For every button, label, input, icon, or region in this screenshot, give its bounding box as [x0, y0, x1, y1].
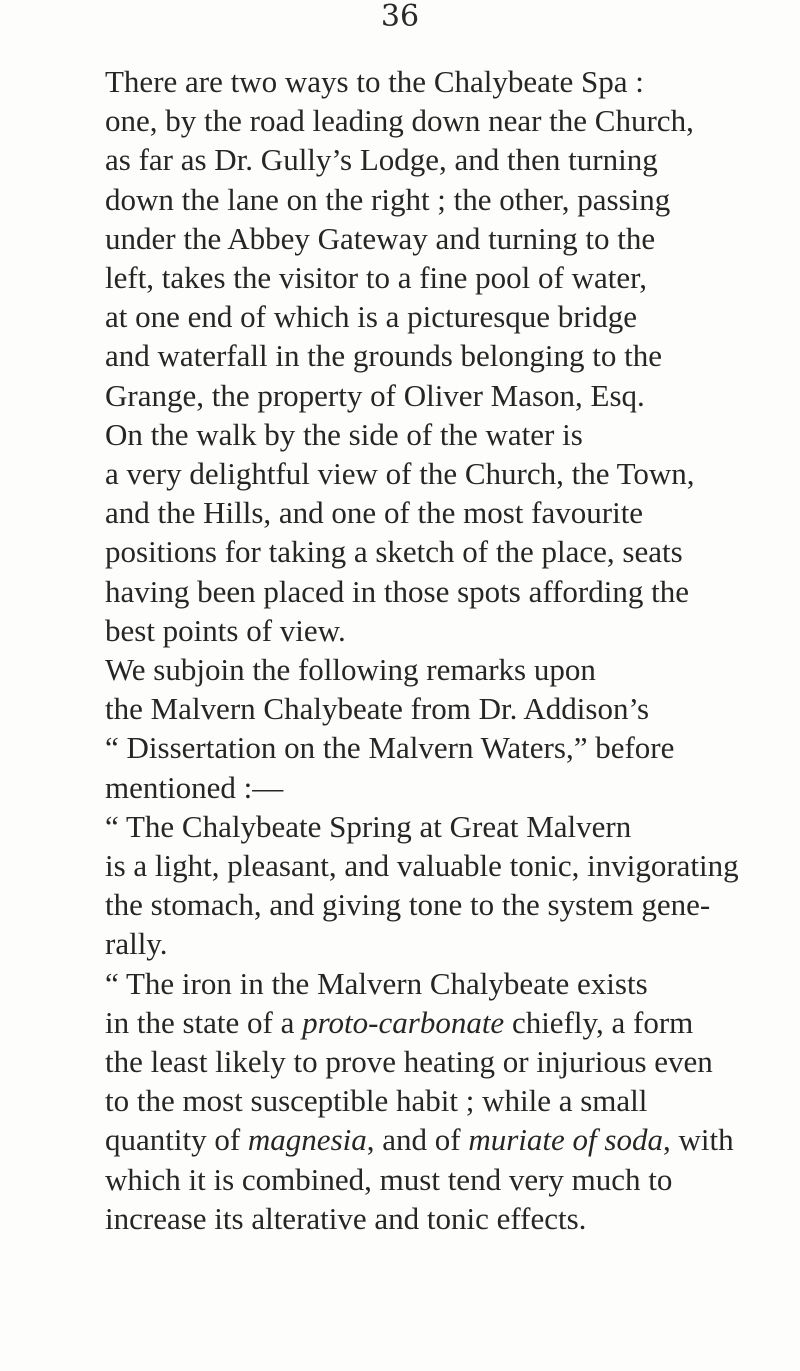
- text-line: the Malvern Chalybeate from Dr. Addison’s: [105, 691, 650, 727]
- text-line: down the lane on the right ; the other, passing: [105, 181, 671, 217]
- text-line: one, by the road leading down near the Church,: [105, 103, 694, 139]
- italic-term-muriate-of-soda: muriate of soda: [468, 1122, 663, 1158]
- text-line: increase its alterative and tonic effects.: [105, 1200, 587, 1236]
- text-line: We subjoin the following remarks upon: [105, 652, 596, 688]
- text-run: , and of: [366, 1122, 469, 1158]
- paragraph-1: [55, 62, 745, 415]
- text-line: is a light, pleasant, and valuable tonic, invigorating: [105, 848, 739, 884]
- text-line: rally.: [105, 926, 168, 962]
- text-line: the stomach, and giving tone to the system gene-: [105, 887, 711, 923]
- text-line: which it is combined, must tend very much to: [105, 1161, 673, 1197]
- paragraph-4-quote: [55, 807, 745, 964]
- paragraph-2: [55, 415, 745, 650]
- text-run: in the state of a: [105, 1004, 303, 1040]
- text-line: to the most susceptible habit ; while a small: [105, 1083, 648, 1119]
- text-line: There are two ways to the Chalybeate Spa :: [105, 64, 644, 99]
- text-line: left, takes the visitor to a fine pool of water,: [105, 260, 647, 296]
- text-line: and waterfall in the grounds belonging to the: [105, 338, 663, 374]
- text-line: the least likely to prove heating or injurious even: [105, 1044, 713, 1080]
- text-line: positions for taking a sketch of the place, seats: [105, 534, 683, 570]
- text-line: having been placed in those spots affording the: [105, 573, 689, 609]
- text-line: at one end of which is a picturesque bridge: [105, 299, 637, 335]
- text-line: “ Dissertation on the Malvern Waters,” before: [105, 730, 675, 766]
- paragraph-3: [55, 650, 745, 807]
- text-line: “ The iron in the Malvern Chalybeate exists: [105, 965, 648, 1001]
- page-number: 36: [380, 0, 420, 34]
- paragraph-5-quote: [55, 964, 745, 1238]
- text-line: best points of view.: [105, 612, 346, 648]
- text-line: mentioned :—: [105, 769, 284, 805]
- text-run: chiefly, a form: [504, 1004, 694, 1040]
- italic-term-magnesia: magnesia: [247, 1122, 367, 1158]
- body-text: [55, 62, 745, 1238]
- text-line: and the Hills, and one of the most favourite: [105, 495, 644, 531]
- text-line: “ The Chalybeate Spring at Great Malvern: [105, 808, 632, 844]
- text-line: under the Abbey Gateway and turning to the: [105, 220, 656, 256]
- text-run: quantity of: [105, 1122, 248, 1158]
- text-line: [55, 1120, 745, 1159]
- text-run: , with: [662, 1122, 734, 1158]
- text-line: as far as Dr. Gully’s Lodge, and then turning: [105, 142, 658, 178]
- text-line: a very delightful view of the Church, the Town,: [105, 456, 695, 492]
- text-line: On the walk by the side of the water is: [105, 416, 583, 452]
- text-line: [55, 1003, 745, 1042]
- italic-term-proto-carbonate: proto-carbonate: [302, 1004, 505, 1040]
- text-line: Grange, the property of Oliver Mason, Esq.: [105, 377, 645, 413]
